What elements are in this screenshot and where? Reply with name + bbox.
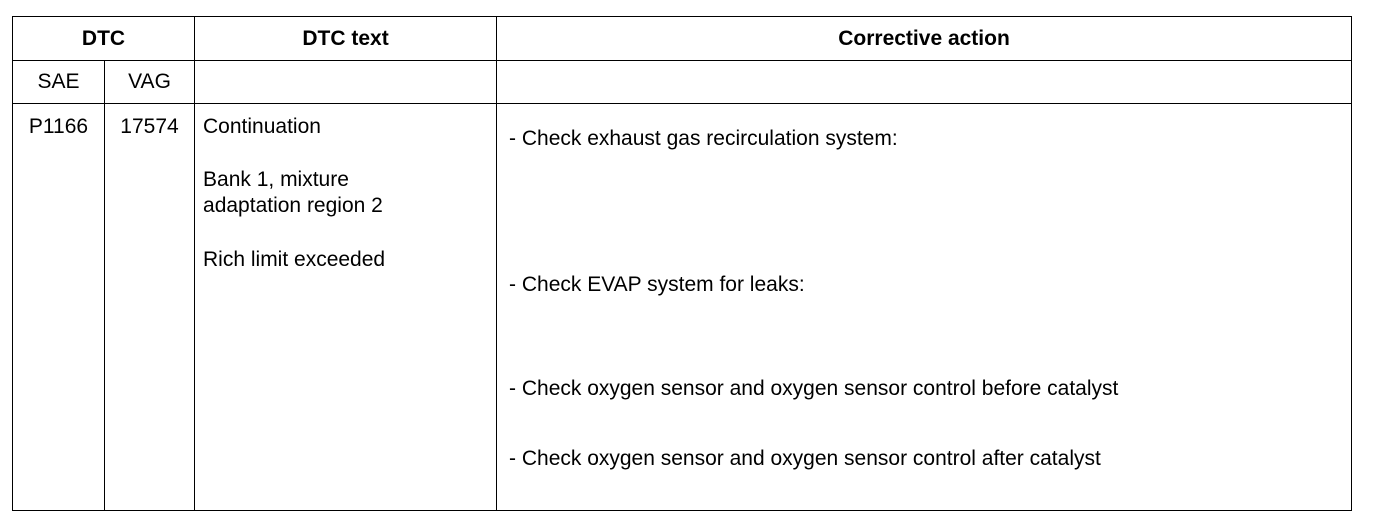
header-dtc: DTC: [13, 17, 195, 61]
vag-code: 17574: [105, 104, 195, 511]
dtc-text-line: Bank 1, mixture adaptation region 2: [203, 168, 383, 217]
header-row: [13, 17, 1352, 61]
corrective-action-item: - Check EVAP system for leaks:: [509, 273, 805, 296]
header-corrective-action: Corrective action: [497, 17, 1352, 61]
corrective-action-item: - Check oxygen sensor and oxygen sensor control before catalyst: [509, 377, 1119, 400]
dtc-table: [12, 16, 1352, 511]
header-dtc-text: DTC text: [195, 17, 497, 61]
corrective-action-item: - Check exhaust gas recirculation system:: [509, 127, 898, 150]
subheader-row: [13, 61, 1352, 104]
subheader-sae: SAE: [13, 61, 105, 104]
subheader-vag: VAG: [105, 61, 195, 104]
corrective-action-cell: [497, 104, 1352, 511]
subheader-empty-text: [195, 61, 497, 104]
table-row: [13, 104, 1352, 511]
sae-code: P1166: [13, 104, 105, 511]
dtc-text-line: Rich limit exceeded: [203, 248, 386, 271]
subheader-empty-action: [497, 61, 1352, 104]
corrective-action-item: - Check oxygen sensor and oxygen sensor control after catalyst: [509, 447, 1101, 470]
dtc-text-line: Continuation: [203, 115, 321, 138]
dtc-text-cell: [195, 104, 497, 511]
